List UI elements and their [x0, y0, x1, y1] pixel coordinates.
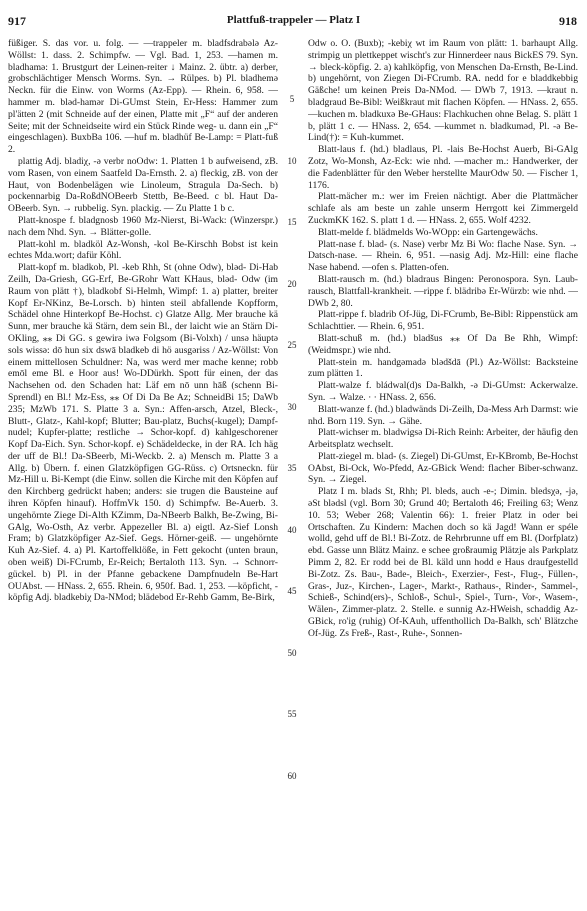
- entry-platt-kohl: Platt-kohl m. bladköl Az-Wonsh, -kol Be-Kirschh Bobst ist kein echtes Mda.wort; dafür Köhl.: [8, 238, 278, 262]
- entry-platt-ziegel: Platt-ziegel m. blad- (s. Ziegel) Di-GUmst, Er-KBromb, Be-Hochst OAbst, Bi-Ock, Wo-Pfedd, Az-GBick Wend: flacher Biber-schwanz. Syn. → Ziegel.: [308, 450, 578, 486]
- entry-plattfuss: füßiger. S. das vor. u. folg. — —trappeler m. bladfsdrabələ Az-Wöllst: 1. dass. 2. Schimpfw. — Vgl. Bad. 1, 253. —hamen m. bladhamə: 1. Brustgurt der Leinen-reiter ↓ Mainz. 2. übtr. a) derber, grobschlächtiger Mensch Worms. Syn. → Rülpes. b) Pl. bladhemə Neckn. für die Einw. von Worms (Az-Epp). — Rhein. 6, 958. —hammer m. bləd-hamər Di-GUmst Stein, Er-Hess: Hammer zum pl'ätten 2 (mit Schneide auf der einen, Platte mit „F“ auf der anderen Seite; mit der Schneidseite wird ein Stück Rinde weg- u. dann ein „F“ eingeschlagen). BuxbBa 106. —huf m. bladhüf Be-Lamp: = Platt-fuß 2.: [8, 38, 278, 156]
- line-number: 5: [289, 94, 295, 104]
- running-title: Plattfuß-trappeler — Platz I: [226, 14, 361, 26]
- line-number: 30: [287, 402, 297, 412]
- entry-platt-stein: Platt-stein m. handgəmadə blədšdā (Pl.) Az-Wöllst: Backsteine zum plätten 1.: [308, 356, 578, 380]
- right-column: [308, 38, 578, 904]
- line-number: 45: [287, 586, 297, 596]
- line-number: 15: [287, 217, 297, 227]
- entry-blatt-laus: Blatt-laus f. (hd.) bladlaus, Pl. -lais Be-Hochst Auerb, Bi-GAlg Zotz, Wo-Monsh, Az-Eck: wie nhd. —macher m.: Handwerker, der die Fadenblätter für den Weber herstellte MaurOdw 50. — Fischer 1, 1176.: [308, 144, 578, 191]
- entry-plattig: plattig Adj. bladiχ, -ǝ verbr noOdw: 1. Platten 1 b aufweisend, zB. vom Rasen, von einem Saatfeld Da-Ernsth. 2. a) fleckig, zB. von der Haut, von Bodenbelägen wie Linoleum, Stragula Da-Sech. b) pockennarbig Da-RoßdNOBeerb Stettb, Be-Beed. c bl. Haut Da-OBeerb. Syn. → rubbelig. Syn. plackig. — Zu Platte 1 b c.: [8, 155, 278, 215]
- entry-platt-koepfig-cont: Odw o. O. (Buxb); -kebiχ wt im Raum von plätt: 1. barhaupt Allg. strimpig un plettkeppet wischt's zur Hinnerdeer naus BickES 79. Syn. → bleck-köpfig. 2. a) kahlköpfig, von Menschen Da-Ernsth, Be-Lind. b) ungehörnt, von Ziegen Di-FCrumb. RA. nedd for e bladdkebbig Gäßche! um keinen Preis Da-NMod. — DWb 7, 1913. —kraut n. bladgraud Be-Bibl: Weißkraut mit flachen Köpfen. — HNass. 2, 655. —kuchen m. bladkuxə Be-GHaus: Flachkuchen ohne Belag. S. plätt 1 b, plätt 1 c. — HNass. 2, 654. —kummet n. bladkuməd, Pl. -ə Be-Lind(†): = Kuh-kummet.: [308, 38, 578, 144]
- line-number: 55: [287, 709, 297, 719]
- line-number: 35: [287, 463, 297, 473]
- entry-blatt-rausch: Blatt-rausch m. (hd.) bladraus Bingen: Peronospora. Syn. Laub-rausch, Blattfall-krankheit. —rippe f. blädribə Er-Würzb: wie nhd. — DWb 2, 80.: [308, 273, 578, 309]
- entry-blatt-melde: Blatt-melde f. blädmelds Wo-WOpp: ein Gartengewächs.: [318, 226, 538, 238]
- entry-platt-wichser: Platt-wichser m. bladwigsə Di-Rich Reinh: Arbeiter, der häufig den Arbeitsplatz wechselt.: [308, 427, 578, 451]
- entry-platt-maecher: Platt-mächer m.: wer im Freien nächtigt. Aber die Plattmächer schlafe als am beste un zahle unserm Herrgott kei Zimmergeld ZuckmKK 162. S. platt 1 d. — HNass. 2, 655. Wolf 4232.: [308, 191, 578, 226]
- entry-platt-kopf: Platt-kopf m. bladkob, Pl. -keb Rhh, St (ohne Odw), bləd- Di-Hab Zeilh, Da-Griesh, GG-Erf, Be-GRohr Watt KHaus, bləd- Odw (im Raum von plätt †), bladkobf Si-Helmh, Wimpf: 1. a) platter, breiter Kopf Er-NKinz, Be-Lorsch. b) hinten steil abfallende Kopfform, Schädel ohne Hinterkopf Be-Hochst. c) Glatze Allg. Mer brauche kä Sunn, mer brauche kä Stärn, dem sein Bl., der laicht wie an Stärn Di-OKling, ⁎⁎ Di GG. s gewirə iwə Folgsom (Bi-Volxh) / unsə häuptə sols wissə: dō hun six dswā bladkeb di hö ausgəriss / Az-Wöllst: Von einem mittellosen Schuldner: Na, was werd mer mache kenne; robb emōl eme Bl. e Hoor aus! Wo-DDürkh. Spott für einen, der das Nachsehen od. den Schaden hat: Läf em nō unn hāß (schenn Bi-Sprendl) en Bl.! Mz-Ess, ⁎⁎ Of Di Da Be Az; SchneidBi 15; DaWb 235; MzWb 171. S. Platte 3 a. Syn.: Affen-arsch, Atzel, Bleck-, Blutt-, Glatz-, Kahl-kopf; Blutter; Bau-platz, Buchs(-kugel); Dampf-nudel; Kupfer-platte; restliche → Schor-kopf. d) kahlgeschorener Kopf Da-Eich. Syn. Schor-kopf. e) Schädeldecke, in der RA. Ich häg der uff de Bl.! Da-SBeerb, Mi-Weckb. 2. a) Mensch m. Platte 3 a Allg. b) Übern. f. einen Glatzköpfigen GG-Rüss. c) Ortsneckn. für Mz-Hill u. Bi-Kempt (die Einw. sollen die Kirche mit den Köpfen auf den Kirchberg gedrückt haben; anders: sie trugen die Bausteine auf ihren Köpfen hinauf). HoffmVk 150. d) Schimpfw. Be-Auerb. 3. ungehörnte Ziege Di-Alth KZimm, Da-NBeerb Balkh, Be-Zwing, Bi-GAlg, Wo-Osth, Az verbr. Appezeller Bl. a) eigtl. Az-Sief Lonsh Fram; b) Glatzköpfiger Az-Sief. Gegs. Hörner-geiß. — ungehörnte Kuh Az-Sief. 4. a) Pl. Kartoffelklöße, in Fett gekocht (unten braun, oben weiß) Di-FCrumb, Er-Reich; Bertaloth 113. Syn. → Schnorr-gückel. b) Pl. in der Pfanne gebackene Dampfnudeln Be-Hart OUAbst. — HNass. 2, 655. Rhein. 6, 950f. Bad. 1, 253. —köpficht, -köpfig Adj. bladkebiχ Da-NMod; blädebod Er-Rehb Gamm, Be-Birk,: [8, 262, 278, 604]
- line-number: 10: [287, 156, 297, 166]
- line-number: 50: [287, 648, 297, 658]
- entry-platt-rippe: Platt-rippe f. bladrib Of-Jüg, Di-FCrumb, Be-Bibl: Rippenstück am Schlachttier. — Rhein. 6, 951.: [308, 309, 578, 333]
- entry-blatt-wanze: Blatt-wanze f. (hd.) bladwänds Di-Zeilh, Da-Mess Arh Darmst: wie nhd. Born 119. Syn. → Gähe.: [308, 403, 578, 427]
- entry-platz-i: Platz I m. blads St, Rhh; Pl. bleds, auch -e-; Dimin. bledsχə, -jə, əSt blədsl (vgl. Born 30; Grund 40; Bertaloth 46; Freiling 63; Wenz 10. 53; Weber 268; Valentin 66): 1. freier Platz in oder bei Ortschaften. Zu Kindern: Machen doch so kä Jagd! Wann er spéle wolld, gehd uff de Bl.! Bi-Zotz. de Rehrbrunne uff em Bl. (Dorfplatz) ebd. Gasse unn Blätz Mainz. e schee großraumig Plätzje als Parkplatz Pimm 2, 82. Er rodd bei de Bl. käld unn hodd e Haus draufgestelld Bi-Zotz. Zs. Bau-, Bade-, Bleich-, Exerzier-, Fest-, Flug-, Füllen-, Gras-, Juz-, Kirchen-, Lager-, Markt-, Rathaus-, Rinder-, Sammel-, Schieß-, Schind(ers)-, Schloß-, Schul-, Spiel-, Turn-, Vor-, Wasem-, Wälen-, Zimmer-platz. 2. Stelle. e sunnig Az-HWeish, schaddig Az-GBick, ro'ig (ruhig) Of-KAuh, uffenthollich Da-Balkh, sch' Blätzche Of-Jüg. Zs Freß-, Rast-, Ruhe-, Sonnen-: [308, 486, 578, 639]
- line-number: 60: [287, 771, 297, 781]
- line-number: 25: [287, 340, 297, 350]
- entry-platt-nase: Platt-nase f. blad- (s. Nase) verbr Mz Bi Wo: flache Nase. Syn. → Datsch-nase. — Rhein. 6, 951. —nasig Adj. Mz-Hill: eine flache Nase habend. —ofen s. Platten-ofen.: [308, 238, 578, 274]
- page-header: [0, 8, 587, 34]
- entry-platt-knospe: Platt-knospe f. bladgnosb 1960 Mz-Nierst, Bi-Wack: (Winzerspr.) nach dem Nhd. Syn. → Blätter-golle.: [8, 214, 278, 238]
- line-number: 40: [287, 525, 297, 535]
- page-number-left: 917: [8, 14, 26, 28]
- left-column: [8, 38, 278, 904]
- entry-blatt-schuss: Blatt-schuß m. (hd.) bladšus ⁎⁎ Of Da Be Rhh, Wimpf: (Weidmspr.) wie nhd.: [308, 332, 578, 356]
- entry-platt-walze: Platt-walze f. bládwal(d)s Da-Balkh, -ə Di-GUmst: Ackerwalze. Syn. → Walze. · · HNass. 2, 656.: [308, 380, 578, 403]
- line-number: 20: [287, 279, 297, 289]
- page-number-right: 918: [559, 14, 577, 28]
- line-number-gutter: [282, 38, 306, 904]
